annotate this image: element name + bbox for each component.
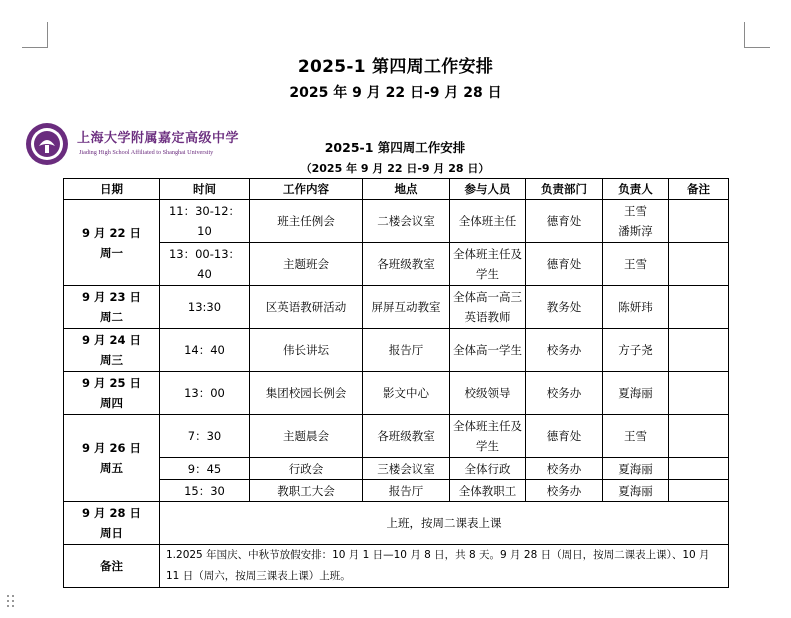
cell-people: 全体班主任 <box>450 200 526 243</box>
document-subtitle: 2025 年 9 月 22 日-9 月 28 日 <box>289 85 502 101</box>
cell-dept: 校务办 <box>526 372 603 415</box>
cell-note <box>669 243 729 286</box>
cell-place: 各班级教室 <box>363 243 450 286</box>
cell-dept: 德育处 <box>526 200 603 243</box>
table-title: 2025-1 第四周工作安排 <box>324 140 466 155</box>
document-title: 2025-1 第四周工作安排 <box>297 57 494 77</box>
cell-time: 13:30 <box>160 286 250 329</box>
cell-content: 主题晨会 <box>250 415 363 458</box>
header-content: 工作内容 <box>250 179 363 200</box>
cell-content: 集团校园长例会 <box>250 372 363 415</box>
day-weekday: 周三 <box>100 353 123 367</box>
cell-time: 15：30 <box>160 480 250 502</box>
page-corner-mark <box>47 22 48 48</box>
cell-remark-label: 备注 <box>64 545 160 588</box>
day-date: 9 月 24 日 <box>81 333 142 347</box>
cell-time: 14：40 <box>160 329 250 372</box>
cell-owner: 夏海丽 <box>603 480 669 502</box>
header-people: 参与人员 <box>450 179 526 200</box>
cell-day <box>64 200 160 286</box>
cell-day <box>64 286 160 329</box>
cell-content: 区英语教研活动 <box>250 286 363 329</box>
table-row <box>64 200 729 243</box>
page-corner-mark <box>744 22 745 48</box>
cell-dept: 教务处 <box>526 286 603 329</box>
table-row <box>64 243 729 286</box>
cell-owner: 王雪 <box>603 415 669 458</box>
cell-time: 9：45 <box>160 458 250 480</box>
cell-place: 各班级教室 <box>363 415 450 458</box>
day-date: 9 月 22 日 <box>81 225 142 240</box>
cell-time: 13：00 <box>160 372 250 415</box>
cell-day <box>64 502 160 545</box>
day-date: 9 月 25 日 <box>81 376 142 390</box>
cell-day <box>64 415 160 502</box>
cell-remark-text: 1.2025 年国庆、中秋节放假安排：10 月 1 日—10 月 8 日，共 8 天。9 月 28 日（周日，按周二课表上课）、10 月 11 日（周六，按周三课表上课）上班。 <box>160 545 729 588</box>
cell-day <box>64 372 160 415</box>
cell-owner: 夏海丽 <box>603 372 669 415</box>
cell-sunday-text: 上班，按周二课表上课 <box>160 502 729 545</box>
table-row <box>64 480 729 502</box>
cell-note <box>669 372 729 415</box>
cell-note <box>669 458 729 480</box>
cell-people: 校级领导 <box>450 372 526 415</box>
header-note: 备注 <box>669 179 729 200</box>
cell-people: 全体班主任及学生 <box>450 243 526 286</box>
cell-content: 伟长讲坛 <box>250 329 363 372</box>
cell-time: 13：00-13：40 <box>160 243 250 286</box>
day-date: 9 月 26 日 <box>81 441 142 455</box>
cell-owner: 方子尧 <box>603 329 669 372</box>
table-row <box>64 372 729 415</box>
cell-time: 7：30 <box>160 415 250 458</box>
cell-dept: 校务办 <box>526 329 603 372</box>
cell-content: 行政会 <box>250 458 363 480</box>
cell-dept: 校务办 <box>526 480 603 502</box>
cell-people: 全体教职工 <box>450 480 526 502</box>
day-weekday: 周二 <box>100 310 123 324</box>
header-date: 日期 <box>64 179 160 200</box>
day-date: 9 月 28 日 <box>81 506 142 520</box>
cell-owner: 王雪 <box>603 243 669 286</box>
cell-place: 报告厅 <box>363 480 450 502</box>
day-weekday: 周一 <box>100 245 123 260</box>
cell-people: 全体行政 <box>450 458 526 480</box>
school-name-cn: 上海大学附属嘉定高级中学 <box>77 131 240 146</box>
school-name-en: Jiading High School Affiliated to Shanghai University <box>79 149 214 156</box>
cell-owner: 陈妍玮 <box>603 286 669 329</box>
day-weekday: 周五 <box>100 461 123 475</box>
table-row <box>64 458 729 480</box>
table-row <box>64 329 729 372</box>
table-row-remark <box>64 545 729 588</box>
day-weekday: 周四 <box>100 396 123 410</box>
table-row <box>64 415 729 458</box>
cell-content: 主题班会 <box>250 243 363 286</box>
cell-content: 班主任例会 <box>250 200 363 243</box>
cell-note <box>669 329 729 372</box>
header-dept: 负责部门 <box>526 179 603 200</box>
page-corner-mark <box>22 47 48 48</box>
table-subtitle: （2025 年 9 月 22 日-9 月 28 日） <box>300 162 490 175</box>
cell-note <box>669 415 729 458</box>
cell-day <box>64 329 160 372</box>
cell-people: 全体高一学生 <box>450 329 526 372</box>
page-corner-mark <box>744 47 770 48</box>
cell-place: 报告厅 <box>363 329 450 372</box>
day-weekday: 周日 <box>100 526 123 540</box>
cell-note <box>669 286 729 329</box>
cell-dept: 德育处 <box>526 243 603 286</box>
cell-place: 二楼会议室 <box>363 200 450 243</box>
cell-note <box>669 200 729 243</box>
cell-place: 屏屏互动教室 <box>363 286 450 329</box>
cell-place: 三楼会议室 <box>363 458 450 480</box>
table-row-sunday <box>64 502 729 545</box>
cell-time: 11：30-12：10 <box>160 200 250 243</box>
table-row <box>64 286 729 329</box>
table-header-row <box>64 179 729 200</box>
day-date: 9 月 23 日 <box>81 290 142 304</box>
cell-dept: 校务办 <box>526 458 603 480</box>
header-place: 地点 <box>363 179 450 200</box>
cell-place: 影文中心 <box>363 372 450 415</box>
cell-content: 教职工大会 <box>250 480 363 502</box>
header-owner: 负责人 <box>603 179 669 200</box>
drag-handle-icon[interactable] <box>5 594 17 608</box>
cell-people: 全体班主任及学生 <box>450 415 526 458</box>
cell-dept: 德育处 <box>526 415 603 458</box>
cell-owner: 夏海丽 <box>603 458 669 480</box>
cell-owner: 王雪 潘斯淳 <box>603 200 669 243</box>
cell-note <box>669 480 729 502</box>
header-time: 时间 <box>160 179 250 200</box>
schedule-table <box>63 178 729 588</box>
cell-people: 全体高一高三英语教师 <box>450 286 526 329</box>
